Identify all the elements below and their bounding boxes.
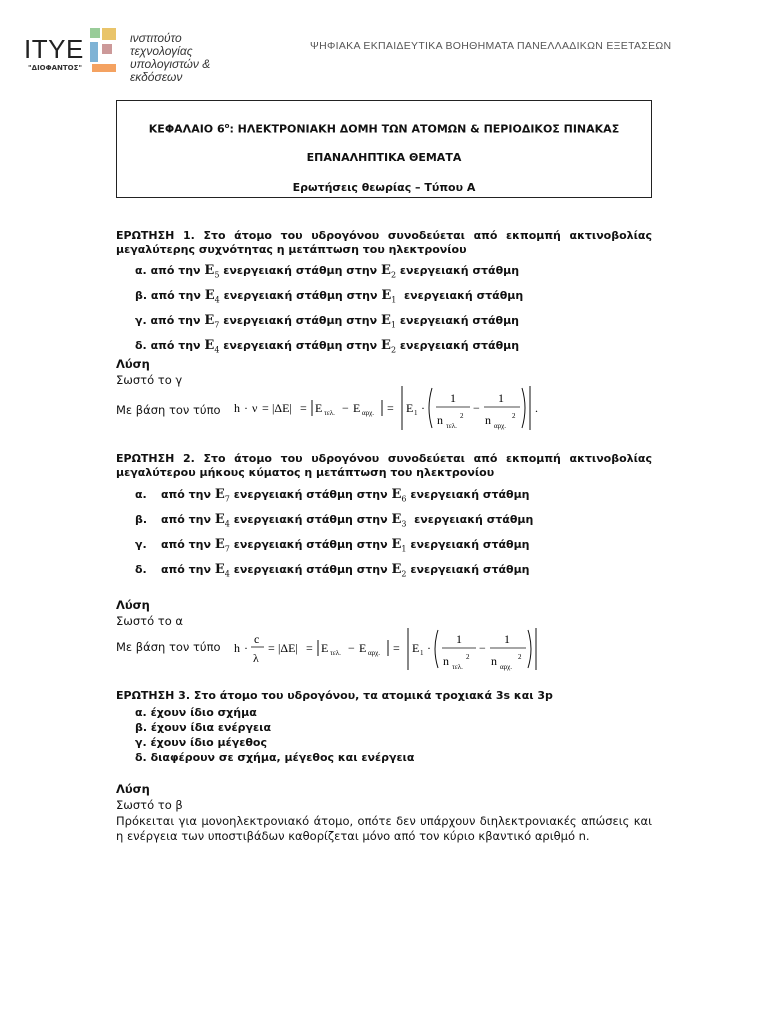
svg-text:=: = xyxy=(300,401,307,415)
svg-text:|ΔE|: |ΔE| xyxy=(278,641,298,655)
svg-text:|ΔE|: |ΔE| xyxy=(272,401,292,415)
svg-text:.: . xyxy=(535,401,538,415)
q2-formula-intro: Με βάση τον τύπο xyxy=(116,640,221,654)
svg-text:−: − xyxy=(473,401,480,415)
svg-text:1: 1 xyxy=(456,632,462,646)
svg-text:2: 2 xyxy=(466,653,470,661)
svg-text:n: n xyxy=(443,654,449,668)
q1-option-d: δ. από την $E_4$ ενεργειακή στάθμη στην $E_2$ ενεργειακή στάθμη xyxy=(135,338,520,355)
institute-line: ινστιτούτο xyxy=(130,31,182,45)
svg-text:=: = xyxy=(268,641,275,655)
svg-text:τελ.: τελ. xyxy=(452,663,463,671)
svg-text:αρχ.: αρχ. xyxy=(362,409,375,417)
svg-text:τελ.: τελ. xyxy=(330,649,341,657)
q1-option-a: α. από την $E_5$ ενεργειακή στάθμη στην $E_2$ ενεργειακή στάθμη xyxy=(135,263,520,280)
institute-line: υπολογιστών & εκδόσεων xyxy=(130,57,211,84)
svg-text:−: − xyxy=(348,641,355,655)
q2-option-b: β. από την $E_4$ ενεργειακή στάθμη στην $E_3$ ενεργειακή στάθμη xyxy=(135,512,534,529)
svg-text:E: E xyxy=(412,641,420,655)
q3-answer: Σωστό το β xyxy=(116,798,183,812)
svg-text:1: 1 xyxy=(498,391,504,405)
svg-text:h: h xyxy=(234,401,240,415)
svg-text:E: E xyxy=(321,641,329,655)
q3-option-b: β. έχουν ίδια ενέργεια xyxy=(135,721,271,734)
svg-text:2: 2 xyxy=(518,653,522,661)
svg-text:=: = xyxy=(262,401,269,415)
q2-option-a: α. από την $E_7$ ενεργειακή στάθμη στην $E_6$ ενεργειακή στάθμη xyxy=(135,487,530,504)
svg-text:1: 1 xyxy=(450,391,456,405)
svg-text:2: 2 xyxy=(460,412,464,420)
svg-text:=: = xyxy=(306,641,313,655)
q2-formula xyxy=(232,626,542,674)
section-title: ΕΠΑΝΑΛΗΠΤΙΚΑ ΘΕΜΑΤΑ xyxy=(306,151,462,164)
q3-solution-label: Λύση xyxy=(116,782,150,796)
title-box xyxy=(116,100,652,198)
svg-text:·: · xyxy=(244,401,248,415)
q3-option-a: α. έχουν ίδιο σχήμα xyxy=(135,706,257,719)
svg-text:h: h xyxy=(234,641,240,655)
q3-option-c: γ. έχουν ίδιο μέγεθος xyxy=(135,736,268,749)
svg-text:E: E xyxy=(359,641,367,655)
svg-text:−: − xyxy=(342,401,349,415)
svg-text:n: n xyxy=(437,413,443,427)
svg-text:E: E xyxy=(353,401,361,415)
q2-solution-label: Λύση xyxy=(116,598,150,612)
svg-text:λ: λ xyxy=(253,651,259,665)
question-3: ΕΡΩΤΗΣΗ 3. Στο άτομο του υδρογόνου, τα ατομικά τροχιακά 3s και 3p xyxy=(116,689,553,702)
q1-solution-label: Λύση xyxy=(116,357,150,371)
svg-text:=: = xyxy=(393,641,400,655)
svg-text:τελ.: τελ. xyxy=(324,409,335,417)
svg-text:c: c xyxy=(254,632,260,646)
q2-option-d: δ. από την $E_4$ ενεργειακή στάθμη στην $E_2$ ενεργειακή στάθμη xyxy=(135,562,530,579)
svg-text:n: n xyxy=(485,413,491,427)
svg-text:·: · xyxy=(427,641,431,655)
svg-text:ν: ν xyxy=(252,401,258,415)
svg-text:αρχ.: αρχ. xyxy=(500,663,513,671)
q3-option-d: δ. διαφέρουν σε σχήμα, μέγεθος και ενέργεια xyxy=(135,751,415,764)
q2-answer: Σωστό το α xyxy=(116,614,183,628)
svg-text:−: − xyxy=(479,641,486,655)
logo-main: ΙΤΥΕ xyxy=(24,34,84,64)
svg-text:E: E xyxy=(315,401,323,415)
q1-answer: Σωστό το γ xyxy=(116,373,183,387)
logo xyxy=(24,28,264,84)
q1-option-c: γ. από την $E_7$ ενεργειακή στάθμη στην $E_1$ ενεργειακή στάθμη xyxy=(135,313,520,330)
question-2: ΕΡΩΤΗΣΗ 2. Στο άτομο του υδρογόνου συνοδεύεται από εκπομπή ακτινοβολίας μεγαλύτερου μήκους κύματος η μετάπτωση του ηλεκτρονίου xyxy=(116,452,652,479)
svg-text:·: · xyxy=(421,401,425,415)
svg-text:2: 2 xyxy=(512,412,516,420)
svg-text:=: = xyxy=(387,401,394,415)
logo-sub: "ΔΙΟΦΑΝΤΟΣ" xyxy=(28,64,83,72)
svg-text:1: 1 xyxy=(504,632,510,646)
q1-formula-intro: Με βάση τον τύπο xyxy=(116,403,221,417)
svg-text:1: 1 xyxy=(420,649,424,657)
svg-text:τελ.: τελ. xyxy=(446,422,457,430)
institute-name xyxy=(130,32,264,84)
svg-text:αρχ.: αρχ. xyxy=(494,422,507,430)
question-1: ΕΡΩΤΗΣΗ 1. Στο άτομο του υδρογόνου συνοδεύεται από εκπομπή ακτινοβολίας μεγαλύτερης συχνότητας η μετάπτωση του ηλεκτρονίου xyxy=(116,229,652,256)
institute-line: τεχνολογίας xyxy=(130,44,193,58)
question-type: Ερωτήσεις θεωρίας – Τύπου Α xyxy=(292,181,476,194)
q2-option-c: γ. από την $E_7$ ενεργειακή στάθμη στην $E_1$ ενεργειακή στάθμη xyxy=(135,537,530,554)
svg-text:1: 1 xyxy=(414,409,418,417)
logo-blocks-icon xyxy=(90,28,120,74)
svg-text:αρχ.: αρχ. xyxy=(368,649,381,657)
q3-explanation: Πρόκειται για μονοηλεκτρονιακό άτομο, οπότε δεν υπάρχουν διηλεκτρονιακές απώσεις και η ενέργεια των υποστιβάδων καθορίζεται μόνο από τον κύριο κβαντικό αριθμό n. xyxy=(116,814,652,843)
q1-formula xyxy=(232,382,552,434)
svg-text:·: · xyxy=(244,641,248,655)
q1-option-b: β. από την $E_4$ ενεργειακή στάθμη στην $E_1$ ενεργειακή στάθμη xyxy=(135,288,524,305)
header-subtitle: ΨΗΦΙΑΚΑ ΕΚΠΑΙΔΕΥΤΙΚΑ ΒΟΗΘΗΜΑΤΑ ΠΑΝΕΛΛΑΔΙΚΩΝ ΕΞΕΤΑΣΕΩΝ xyxy=(310,40,672,52)
chapter-title: ΚΕΦΑΛΑΙΟ $6^o$: ΗΛΕΚΤΡΟΝΙΑΚΗ ΔΟΜΗ ΤΩΝ ΑΤΟΜΩΝ & ΠΕΡΙΟΔΙΚΟΣ ΠΙΝΑΚΑΣ xyxy=(148,122,620,136)
svg-text:E: E xyxy=(406,401,414,415)
svg-text:n: n xyxy=(491,654,497,668)
